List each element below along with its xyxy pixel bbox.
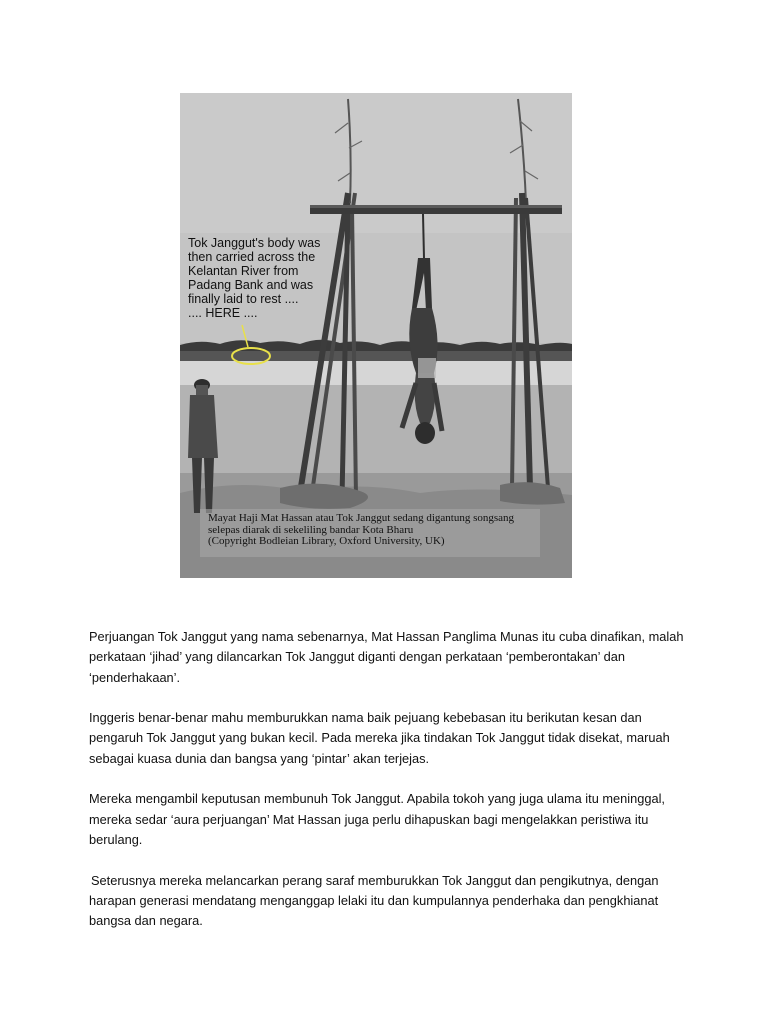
annotation-line: .... HERE .... [188,306,258,320]
paragraph-line: ‘penderhakaan’. [89,669,181,685]
paragraph-line: mereka sedar ‘aura perjuangan’ Mat Hassan juga perlu dihapuskan bagi mengelakkan peristiwa itu [89,811,649,827]
article-body [89,627,689,952]
paragraph-line: pengaruh Tok Janggut yang bukan kecil. Pada mereka jika tindakan Tok Janggut tidak disekat, maruah [89,730,670,746]
annotation-line: Padang Bank and was [188,278,314,292]
paragraph-line: Inggeris benar-benar mahu memburukkan nama baik pejuang kebebasan itu berikutan kesan dan [89,710,642,726]
paragraph-line: bangsa dan negara. [89,913,203,929]
paragraph-line: perkataan ‘jihad’ yang dilancarkan Tok Janggut diganti dengan perkataan ‘pemberontakan’ dan [89,649,625,665]
paragraph [89,708,689,769]
paragraph [89,789,689,850]
caption-line: Mayat Haji Mat Hassan atau Tok Janggut sedang digantung songsang [208,512,515,524]
historical-photo [180,93,572,578]
photo-illustration [180,93,572,578]
paragraph-line: berulang. [89,831,143,847]
caption-line: selepas diarak di sekeliling bandar Kota Bharu [208,523,414,536]
paragraph-line: Mereka mengambil keputusan membunuh Tok Janggut. Apabila tokoh yang juga ulama itu meninggal, [89,791,665,807]
paragraph-line: sebagai kuasa dunia dan bangsa yang ‘pintar’ akan terjejas. [89,750,430,766]
paragraph-line: Perjuangan Tok Janggut yang nama sebenarnya, Mat Hassan Panglima Munas itu cuba dinafikan, malah [89,629,684,644]
paragraph [89,871,689,932]
annotation-line: then carried across the [188,250,316,264]
annotation-line: Kelantan River from [188,264,299,278]
photo-caption [208,513,568,548]
paragraph-line: harapan generasi mendatang menganggap lelaki itu dan kumpulannya penderhaka dan pengkhianat [89,892,659,908]
annotation-line: finally laid to rest .... [188,292,299,306]
paragraph-line: Seterusnya mereka melancarkan perang saraf memburukkan Tok Janggut dan pengikutnya, dengan [91,872,659,888]
caption-line: (Copyright Bodleian Library, Oxford University, UK) [208,535,445,547]
annotation-line: Tok Janggut's body was [188,236,321,250]
photo-annotation [188,236,348,320]
paragraph [89,627,689,688]
